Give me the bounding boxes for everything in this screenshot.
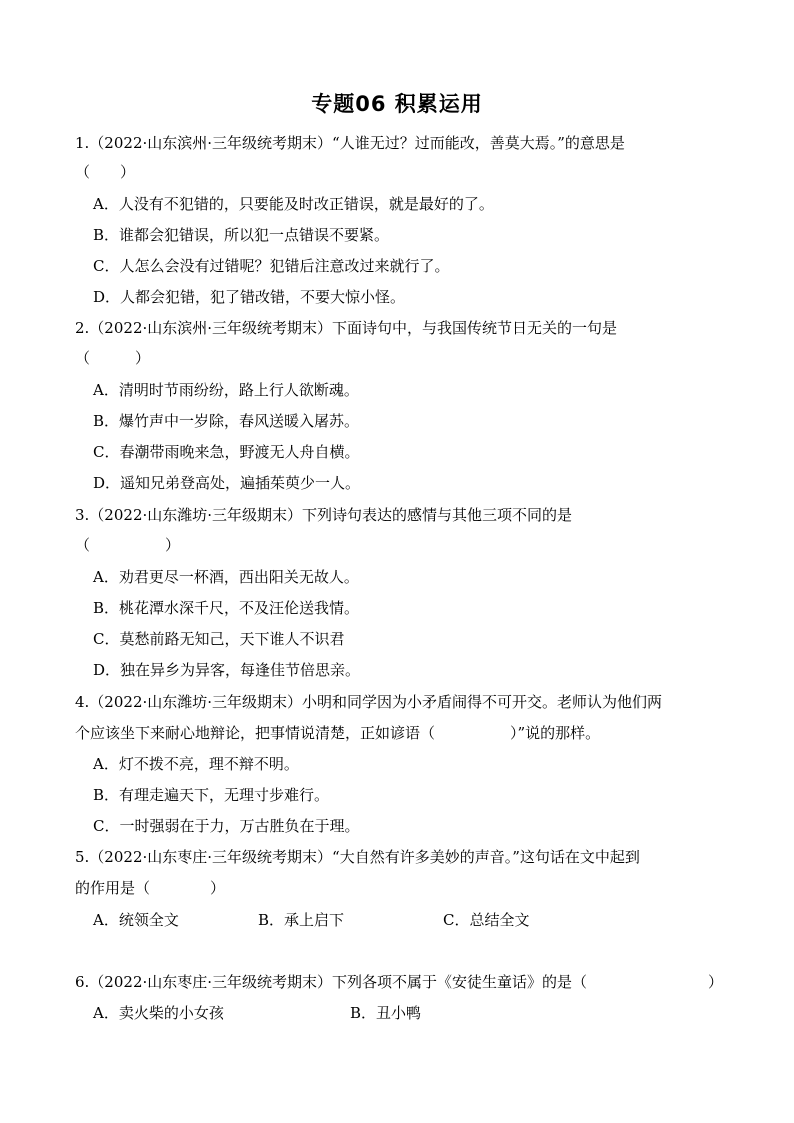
question-4-option-a: A．灯不拨不亮，理不辩不明。	[93, 755, 299, 773]
question-3-answer-paren: （ ）	[75, 536, 181, 554]
question-3-stem-line-1: 3.（2022·山东潍坊·三年级期末）下列诗句表达的感情与其他三项不同的是	[75, 506, 573, 524]
question-6-option-a: A．卖火柴的小女孩	[93, 1004, 224, 1022]
question-4-option-c: C．一时强弱在于力，万古胜负在于理。	[93, 817, 360, 835]
question-6-stem-line-1: 6.（2022·山东枣庄·三年级统考期末）下列各项不属于《安徒生童话》的是（	[75, 973, 588, 991]
question-3-option-a: A．劝君更尽一杯酒，西出阳关无故人。	[93, 568, 359, 586]
question-1-option-b: B．谁都会犯错误，所以犯一点错误不要紧。	[93, 226, 390, 244]
question-3-option-b: B．桃花潭水深千尺，不及汪伦送我情。	[93, 599, 360, 617]
question-1-option-d: D．人都会犯错，犯了错改错，不要大惊小怪。	[93, 288, 406, 306]
question-2-option-a: A．清明时节雨纷纷，路上行人欲断魂。	[93, 381, 359, 399]
question-6-answer-paren-close: ）	[708, 973, 724, 991]
question-2-option-d: D．遥知兄弟登高处，遍插茱萸少一人。	[93, 474, 361, 492]
question-1-option-a: A．人没有不犯错的，只要能及时改正错误，就是最好的了。	[93, 195, 494, 213]
question-4-option-b: B．有理走遍天下，无理寸步难行。	[93, 786, 330, 804]
question-5-option-a: A．统领全文	[93, 911, 179, 929]
question-5-option-b: B．承上启下	[258, 911, 345, 929]
question-2-option-c: C．春潮带雨晚来急，野渡无人舟自横。	[93, 443, 360, 461]
question-4-stem-line-1: 4.（2022·山东潍坊·三年级期末）小明和同学因为小矛盾闹得不可开交。老师认为他们两	[75, 693, 663, 711]
question-2-stem-line-1: 2.（2022·山东滨州·三年级统考期末）下面诗句中，与我国传统节日无关的一句是	[75, 319, 618, 337]
question-3-option-d: D．独在异乡为异客，每逢佳节倍思亲。	[93, 661, 361, 679]
question-1-option-c: C．人怎么会没有过错呢？犯错后注意改过来就行了。	[93, 257, 450, 275]
question-3-option-c: C．莫愁前路无知己，天下谁人不识君	[93, 630, 345, 648]
question-2-option-b: B．爆竹声中一岁除，春风送暖入屠苏。	[93, 412, 360, 430]
question-1-answer-paren: （ ）	[75, 163, 136, 181]
question-1-stem-line-1: 1.（2022·山东滨州·三年级统考期末）“人谁无过？过而能改，善莫大焉。”的意思是	[75, 134, 625, 152]
question-5-option-c: C．总结全文	[443, 911, 530, 929]
question-5-stem-line-1: 5.（2022·山东枣庄·三年级统考期末）“大自然有许多美妙的声音。”这句话在文中起到	[75, 848, 640, 866]
question-2-answer-paren: （ ）	[75, 349, 151, 367]
question-5-stem-line-2: 的作用是（ ）	[75, 879, 226, 897]
question-6-option-b: B．丑小鸭	[350, 1004, 422, 1022]
question-4-stem-line-2: 个应该坐下来耐心地辩论，把事情说清楚，正如谚语（ ）”说的那样。	[75, 724, 601, 742]
page-title: 专题06 积累运用	[311, 92, 483, 116]
